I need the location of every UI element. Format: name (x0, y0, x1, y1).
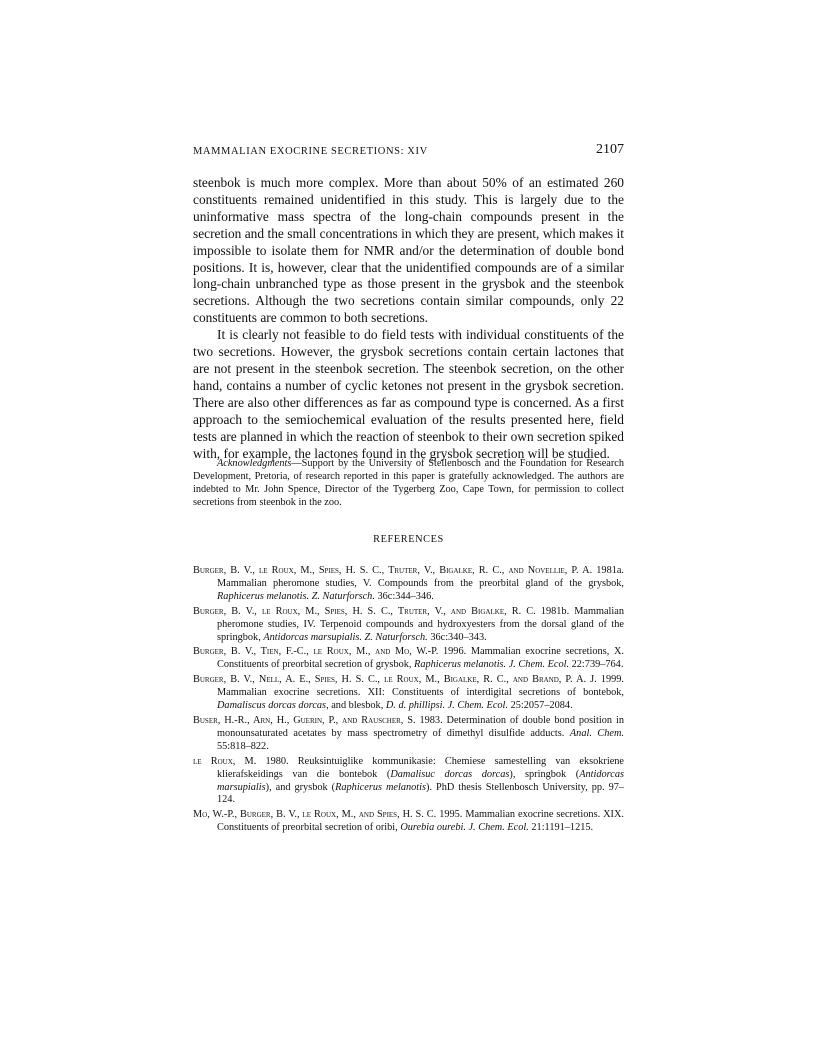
reference-item (193, 646, 624, 672)
references-heading: REFERENCES (373, 534, 444, 545)
reference-authors: Burger, B. V., Nell, A. E., Spies, H. S. C., le Roux, M., Bigalke, R. C., and Brand, P. A. J. (193, 674, 597, 686)
body-text (193, 175, 624, 462)
reference-species: Raphicerus melanotis. (414, 659, 507, 671)
reference-species: Antidorcas marsupialis. (263, 631, 362, 643)
reference-species: Raphicerus melanotis. (217, 590, 310, 602)
reference-species: Ourebia ourebi. (400, 822, 466, 834)
reference-volume: 36c:344–346. (374, 590, 434, 602)
reference-text: 1996. Mammalian exocrine secretions, X. Constituents of preorbital secretion of grysbok, (217, 646, 624, 671)
reference-text: 1995. Mammalian exocrine secretions. XIX. Constituents of preorbital secretion of oribi, (217, 809, 624, 834)
reference-journal: Z. Naturforsch. (309, 590, 375, 602)
reference-text: 1981b. Mammalian pheromone studies, IV. Terpenoid compounds and hydroxyesters from the dorsal gland of the springbok, (217, 605, 624, 643)
reference-item (193, 674, 624, 713)
reference-authors: Burger, B. V., le Roux, M., Spies, H. S. C., Truter, V., and Bigalke, R. C. (193, 605, 536, 617)
body-paragraph-1: steenbok is much more complex. More than about 50% of an estimated 260 constituents remained unidentified in this study. This is largely due to the uninformative mass spectra of the long-chain compounds present in the secretion and the small concentrations in which they are present, which makes it impossible to isolate them for NMR and/or the determination of double bond positions. It is, however, clear that the unidentified compounds are of a similar long-chain unbranched type as those present in the grysbok and the steenbok secretions. Although the two secretions contain similar compounds, only 22 constituents are common to both secretions. (193, 175, 624, 326)
running-head: MAMMALIAN EXOCRINE SECRETIONS: XIV (193, 146, 428, 157)
reference-volume: 55:818–822. (217, 740, 269, 752)
reference-authors: le Roux, M. (193, 755, 257, 767)
reference-species: Damaliscus dorcas dorcas, (217, 700, 329, 712)
reference-item (193, 809, 624, 835)
reference-volume: 22:739–764. (569, 659, 624, 671)
acknowledgments (193, 458, 624, 510)
reference-text: 1980. Reuksintuiglike kommunikasie: Chemiese samestelling van eksokriene klierafskeidings van die bontebok ( (217, 755, 624, 780)
reference-item (193, 715, 624, 754)
reference-species: Antidorcas marsupialis (217, 768, 625, 793)
acknowledgments-lead: Acknowledgments (217, 458, 292, 469)
reference-text: 1983. Determination of double bond position in monounsaturated acetates by mass spectrometry of dimethyl disulfide adducts. (217, 714, 624, 739)
acknowledgments-text: —Support by the University of Stellenbosch and the Foundation for Research Development, Pretoria, of research reported in this paper is gratefully acknowledged. The authors are indebted to Mr. John Spence, Director of the Tygerberg Zoo, Cape Town, for permission to collect secretions from steenbok in the zoo. (193, 458, 624, 508)
reference-journal: J. Chem. Ecol. (445, 700, 508, 712)
reference-journal: Z. Naturforsch. (361, 631, 428, 643)
page-number: 2107 (596, 142, 624, 157)
reference-species: Raphicerus melanotis (335, 781, 427, 793)
reference-volume: 25:2057–2084. (508, 700, 573, 712)
body-paragraph-2: It is clearly not feasible to do field tests with individual constituents of the two secretions. However, the grysbok secretions contain certain lactones that are not present in the steenbok secretion. The steenbok secretion, on the other hand, contains a number of cyclic ketones not present in the grysbok secretion. There are also other differences as far as compound type is concerned. As a first approach to the semiochemical evaluation of the results presented here, field tests are planned in which the reaction of steenbok to their own secretion spiked with, for example, the lactones found in the grysbok secretion will be studied. (193, 327, 624, 461)
reference-text: and blesbok, (328, 700, 386, 712)
reference-authors: Burger, B. V., le Roux, M., Spies, H. S. C., Truter, V., Bigalke, R. C., and Novellie, P. A. (193, 565, 593, 576)
reference-text: ), springbok ( (509, 768, 580, 780)
reference-authors: Mo, W.-P., Burger, B. V., le Roux, M., and Spies, H. S. C. (193, 809, 437, 821)
reference-journal: J. Chem. Ecol. (465, 822, 529, 834)
reference-item (193, 565, 624, 604)
reference-volume: 36c:340–343. (427, 631, 487, 643)
reference-text: ). PhD thesis Stellenbosch University, pp. 97–124. (217, 781, 625, 806)
reference-text: ), and grysbok ( (265, 781, 336, 793)
reference-species: D. d. phillipsi. (385, 700, 446, 712)
reference-text: 1999. Mammalian exocrine secretions. XII: Constituents of interdigital secretions of bontebok, (217, 674, 624, 699)
reference-journal: Anal. Chem. (569, 727, 624, 739)
reference-authors: Buser, H.-R., Arn, H., Guerin, P., and Rauscher, S. (193, 714, 416, 726)
reference-item (193, 756, 624, 808)
reference-item (193, 606, 624, 645)
reference-authors: Burger, B. V., Tien, F.-C., le Roux, M., and Mo, W.-P. (193, 646, 439, 658)
reference-volume: 21:1191–1215. (528, 822, 594, 834)
reference-list (193, 565, 624, 837)
reference-journal: J. Chem. Ecol. (506, 659, 570, 671)
reference-species: Damalisuc dorcas dorcas (390, 768, 510, 780)
reference-text: 1981a. Mammalian pheromone studies, V. Compounds from the preorbital gland of the grysbok, (217, 565, 625, 589)
